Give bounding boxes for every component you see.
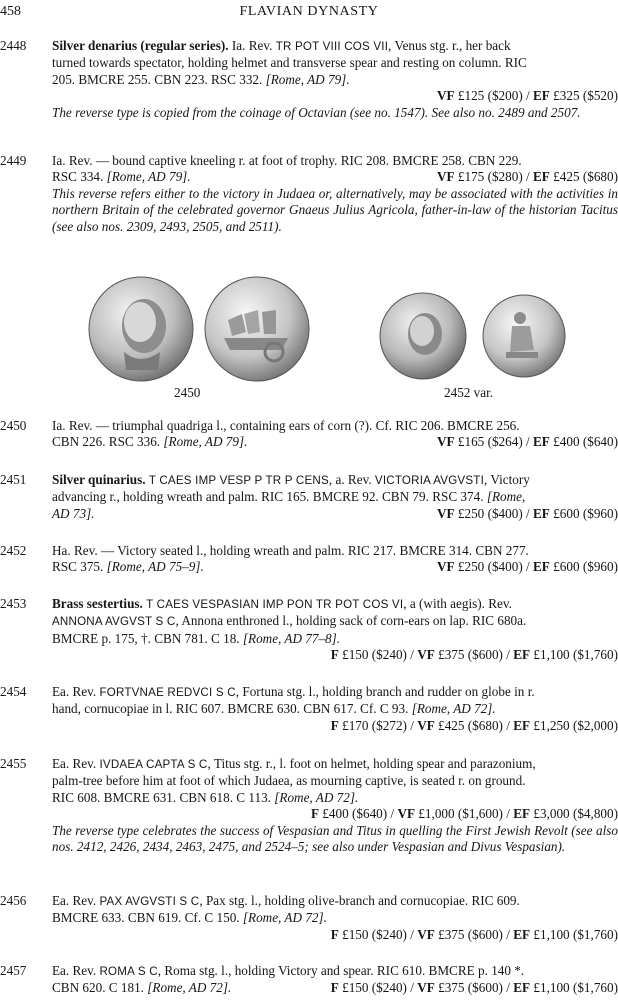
plate-caption-2452: 2452 var. — [444, 385, 494, 400]
entry-text: Ea. Rev. IVDAEA CAPTA S C, Titus stg. r., l. foot on helmet, holding spear and parazonium, palm-tree before him at foot of which Judaea, as mourning captive, is seated r. on ground. RIC 608. BMCRE 631. CBN 618. C 113. [Rome, AD 72]. F £400 ($640) / VF £1,000 ($1,600) / EF £3,000 ($4,800) The reverse type celebrates the success of Vespasian and Titus in quelling the First Jewish Revolt (see also nos. 2412, 2426, 2434, 2463, 2475, and 2524–5; see also under Vespasian and Divus Vespasian). — [52, 756, 618, 855]
price-line: F £400 ($640) / VF £1,000 ($1,600) / EF £3,000 ($4,800) — [310, 806, 618, 822]
entry-line: Ia. Rev. — bound captive kneeling r. at foot of trophy. RIC 208. BMCRE 258. CBN 229. — [52, 153, 522, 168]
price-line: F £150 ($240) / VF £375 ($600) / EF £1,100 ($1,760) — [330, 647, 618, 663]
mint-date: [Rome, AD 79]. — [262, 71, 350, 87]
denomination: Silver quinarius. — [52, 472, 146, 487]
mint-date: [Rome, AD 72]. — [239, 910, 327, 926]
denomination: Brass sestertius. — [52, 596, 143, 611]
entry-text: Ia. Rev. — bound captive kneeling r. at foot of trophy. RIC 208. BMCRE 258. CBN 229. RSC 334. [Rome, AD 79]. VF £175 ($280) / EF £425 ($680) This reverse refers either to the victory in Judaea or, alternatively, may be associated with the activities in northern Britain of the celebrated governor Gnaeus Julius Agricola, father-in-law of the historian Tacitus (see also nos. 2309, 2493, 2505, and 2511). — [52, 153, 618, 234]
entry-note: The reverse type is copied from the coinage of Octavian (see no. 1547). See also no. 2489 and 2507. — [52, 104, 581, 120]
catalogue-entry — [0, 893, 618, 943]
entry-number: 2453 — [0, 596, 27, 611]
entry-text: Silver quinarius. T CAES IMP VESP P TR P CENS, a. Rev. VICTORIA AVGVSTI, Victory advancing r., holding wreath and palm. RIC 165. BMCRE 92. CBN 79. RSC 374. [Rome, AD 73]. VF £250 ($400) / EF £600 ($960) — [52, 472, 618, 521]
catalogue-entry — [0, 756, 618, 855]
entry-note: The reverse type celebrates the success of Vespasian and Titus in quelling the First Jewish Revolt (see also nos. 2412, 2426, 2434, 2463, 2475, and 2524–5; see also under Vespasian and Divus Vespasian). — [52, 822, 618, 855]
price-line: VF £250 ($400) / EF £600 ($960) — [437, 505, 618, 521]
entry-number: 2454 — [0, 684, 27, 699]
mint-date: [Rome, AD 79]. — [103, 169, 191, 185]
entry-text: Ha. Rev. — Victory seated l., holding wreath and palm. RIC 217. BMCRE 314. CBN 277. RSC 375. [Rome, AD 75–9]. VF £250 ($400) / EF £600 ($960) — [52, 543, 618, 575]
catalogue-entry — [0, 418, 618, 451]
coin-2450-obverse — [86, 274, 196, 384]
entry-line: Ia. Rev. — triumphal quadriga l., containing ears of corn (?). Cf. RIC 206. BMCRE 256. — [52, 418, 520, 433]
entry-text: Ea. Rev. PAX AVGVSTI S C, Pax stg. l., holding olive-branch and cornucopiae. RIC 609. BMCRE 633. CBN 619. Cf. C 150. [Rome, AD 72]. F £150 ($240) / VF £375 ($600) / EF £1,100 ($1,760) — [52, 893, 618, 942]
mint-date: [Rome, AD 79]. — [160, 434, 248, 450]
entry-number: 2450 — [0, 418, 27, 433]
mint-date: [Rome, — [483, 489, 526, 505]
mint-date: [Rome, AD 72]. — [143, 980, 232, 996]
catalogue-entry — [0, 153, 618, 235]
entry-number: 2456 — [0, 893, 27, 908]
entry-number: 2451 — [0, 472, 27, 487]
entry-line: turned towards spectator, holding helmet and transverse spear and resting on column. RIC — [52, 55, 527, 71]
catalogue-entry — [0, 596, 618, 664]
entry-number: 2448 — [0, 38, 27, 53]
catalogue-entry — [0, 543, 618, 576]
coin-2450-reverse — [202, 274, 312, 384]
coin-legend: TR POT VIII COS VII — [275, 40, 389, 53]
coin-legend: IVDAEA CAPTA S C — [99, 758, 208, 771]
entry-line: palm-tree before him at foot of which Judaea, as mourning captive, is seated r. on ground. — [52, 773, 526, 789]
price-line: F £150 ($240) / VF £375 ($600) / EF £1,100 ($1,760) — [330, 980, 618, 996]
entry-note: This reverse refers either to the victory in Judaea or, alternatively, may be associated with the activities in northern Britain of the celebrated governor Gnaeus Julius Agricola, father-in-law of the historian Tacitus (see also nos. 2309, 2493, 2505, and 2511). — [52, 185, 618, 234]
price-line: VF £165 ($264) / EF £400 ($640) — [437, 434, 618, 450]
price-line: VF £125 ($200) / EF £325 ($520) — [437, 88, 618, 104]
price-line: F £170 ($272) / VF £425 ($680) / EF £1,250 ($2,000) — [330, 717, 618, 733]
entry-number: 2457 — [0, 963, 27, 978]
entry-number: 2449 — [0, 153, 27, 168]
coin-legend: T CAES VESPASIAN IMP PON TR POT COS VI — [146, 598, 404, 611]
entry-text: Brass sestertius. T CAES VESPASIAN IMP PON TR POT COS VI, a (with aegis). Rev. ANNONA AVGVST S C, Annona enthroned l., holding sack of corn-ears on lap. RIC 680a. BMCRE p. 175, †. CBN 781. C 18. [Rome, AD 77–8]. F £150 ($240) / VF £375 ($600) / EF £1,100 ($1,760) — [52, 596, 618, 663]
entry-line: Ha. Rev. — Victory seated l., holding wreath and palm. RIC 217. BMCRE 314. CBN 277. — [52, 543, 529, 558]
plate-caption-2450: 2450 — [174, 385, 201, 400]
coin-legend: FORTVNAE REDVCI S C — [99, 686, 236, 699]
catalogue-entry — [0, 472, 618, 522]
catalogue-entry — [0, 963, 618, 997]
coin-legend: ROMA S C — [99, 965, 158, 978]
entry-text: Ea. Rev. ROMA S C, Roma stg. l., holding Victory and spear. RIC 610. BMCRE p. 140 *. CBN 620. C 181. [Rome, AD 72]. F £150 ($240) / VF £375 ($600) / EF £1,100 ($1,760) — [52, 963, 618, 996]
coin-plate — [0, 268, 618, 404]
page-number: 458 — [0, 4, 21, 19]
running-title: FLAVIAN DYNASTY — [239, 4, 379, 19]
denomination: Silver denarius (regular series). — [52, 38, 229, 53]
mint-date: [Rome, AD 75–9]. — [103, 559, 204, 575]
entry-text: Ea. Rev. FORTVNAE REDVCI S C, Fortuna stg. l., holding branch and rudder on globe in r. hand, cornucopiae in l. RIC 607. BMCRE 630. CBN 617. Cf. C 93. [Rome, AD 72]. F £170 ($272) / VF £425 ($680) / EF £1,250 ($2,000) — [52, 684, 618, 733]
coin-2452-obverse — [377, 290, 469, 382]
entry-text: Ia. Rev. — triumphal quadriga l., containing ears of corn (?). Cf. RIC 206. BMCRE 256. CBN 226. RSC 336. [Rome, AD 79]. VF £165 ($264) / EF £400 ($640) — [52, 418, 618, 450]
price-line: VF £175 ($280) / EF £425 ($680) — [437, 169, 618, 185]
coin-legend: VICTORIA AVGVSTI — [374, 474, 484, 487]
entry-text: Silver denarius (regular series). Ia. Rev. TR POT VIII COS VII, Venus stg. r., her back turned towards spectator, holding helmet and transverse spear and resting on column. RIC 205. BMCRE 255. CBN 223. RSC 332. [Rome, AD 79]. VF £125 ($200) / EF £325 ($520) The reverse type is copied from the coinage of Octavian (see no. 1547). See also no. 2489 and 2507. — [52, 38, 618, 120]
price-line: VF £250 ($400) / EF £600 ($960) — [437, 559, 618, 575]
coin-2452-reverse — [480, 292, 568, 380]
mint-date: [Rome, AD 72]. — [408, 701, 496, 717]
mint-date: [Rome, AD 77–8]. — [239, 630, 341, 646]
coin-legend: ANNONA AVGVST S C — [52, 615, 176, 629]
mint-date: [Rome, AD 72]. — [270, 789, 359, 805]
catalogue-entry — [0, 684, 618, 734]
page-header — [0, 4, 618, 22]
entry-number: 2455 — [0, 756, 27, 771]
coin-legend: T CAES IMP VESP P TR P CENS — [148, 474, 329, 487]
entry-number: 2452 — [0, 543, 27, 558]
coin-legend: PAX AVGVSTI S C — [99, 895, 200, 908]
price-line: F £150 ($240) / VF £375 ($600) / EF £1,100 ($1,760) — [330, 926, 618, 942]
catalogue-entry — [0, 38, 618, 121]
